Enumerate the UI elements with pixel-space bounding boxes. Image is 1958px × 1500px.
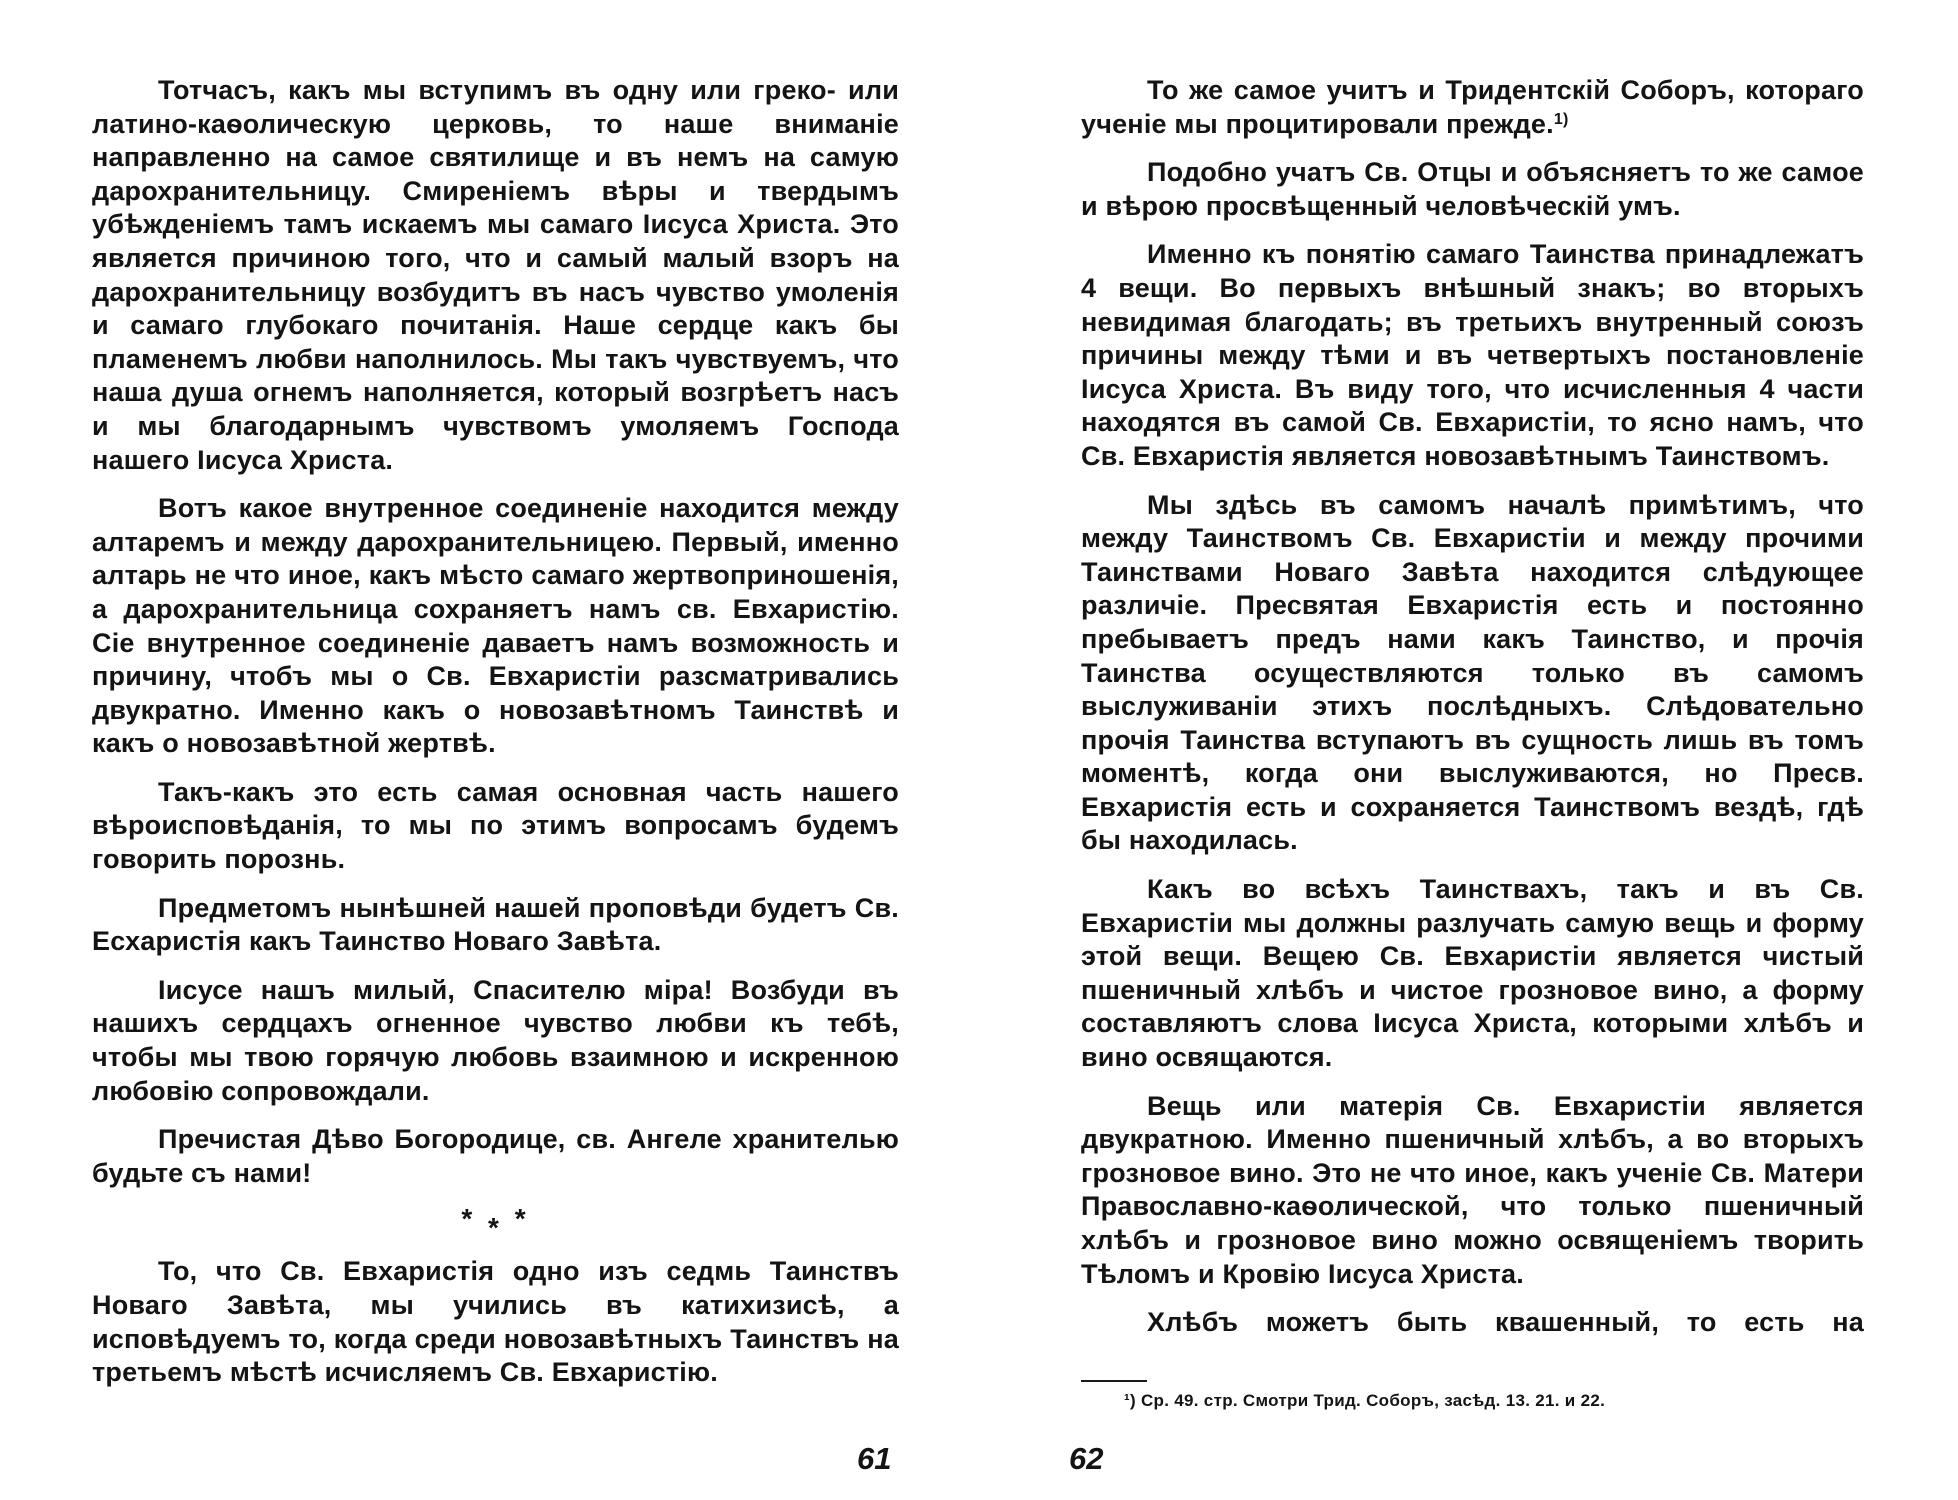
- paragraph: [1081, 74, 1864, 141]
- section-separator: [92, 1203, 899, 1244]
- right-page: [979, 0, 1958, 1500]
- paragraph: Вещь или матерія Св. Евхаристіи является двукратною. Именно пшеничный хлѣбъ, а во вторыхъ грозновое вино. Это не что иное, какъ ученіе Св. Матери Православно-каѳолической, что только пшеничный хлѣбъ и грозновое вино можно освященіемъ творить Тѣломъ и Кровію Іисуса Христа.: [1081, 1090, 1864, 1289]
- right-text-column: [1081, 74, 1864, 1340]
- paragraph: То, что Св. Евхаристія одно изъ седмь Таинствъ Новаго Завѣта, мы учились въ катихизисѣ, а исповѣдуемъ то, когда среди новозавѣтныхъ Таинствъ на третьемъ мѣстѣ исчисляемъ Св. Евхаристію.: [92, 1256, 899, 1388]
- left-text-column: [92, 74, 899, 1390]
- separator-star: *: [514, 1203, 530, 1235]
- footnote-marker: 1): [1553, 110, 1569, 128]
- paragraph: Тотчасъ, какъ мы вступимъ въ одну или греко- или латино-каѳолическую церковь, то наше вниманіе направленно на самое святилище и въ немъ на самую дарохранительницу. Смиреніемъ вѣры и твердымъ убѣжденіемъ тамъ искаемъ мы самаго Іисуса Христа. Это является причиною того, что и самый малый взоръ на дарохранительницу возбудитъ въ насъ чувство умоленія и самаго глубокаго почитанія. Наше сердце какъ бы пламенемъ любви наполнилось. Мы такъ чувствуемъ, что наша душа огнемъ наполняется, который возгрѣетъ насъ и мы благодарнымъ чувствомъ умоляемъ Господа нашего Іисуса Христа.: [92, 75, 899, 475]
- page-number: 61: [857, 1441, 892, 1476]
- paragraph: Предметомъ нынѣшней нашей проповѣди будетъ Св. Есхаристія какъ Таинство Новаго Завѣта.: [92, 892, 899, 957]
- paragraph: Вотъ какое внутренное соединеніе находится между алтаремъ и между дарохранительницею. Первый, именно алтарь не что иное, какъ мѣсто самаго жертвоприношенія, а дарохранительница сохраняетъ намъ св. Евхаристію. Сіе внутренное соединеніе даваетъ намъ возможность и причину, чтобъ мы о Св. Евхаристіи разсматривались двукратно. Именно какъ о новозавѣтномъ Таинствѣ и какъ о новозавѣтной жертвѣ.: [92, 493, 899, 759]
- separator-star: *: [488, 1212, 503, 1244]
- paragraph: Какъ во всѣхъ Таинствахъ, такъ и въ Св. Евхаристіи мы должны разлучать самую вещь и форму этой вещи. Вещею Св. Евхаристіи является чистый пшеничный хлѣбъ и чистое грозновое вино, а форму составляютъ слова Іисуса Христа, которыми хлѣбъ и вино освящаются.: [1081, 874, 1864, 1073]
- paragraph: Пречистая Дѣво Богородице, св. Ангеле хранителью будьте съ нами!: [92, 1124, 899, 1188]
- paragraph: Хлѣбъ можетъ быть квашенный, то есть на: [1147, 1307, 1864, 1338]
- page-number: 62: [1069, 1441, 1104, 1476]
- paragraph: Іисусе нашъ милый, Спасителю міра! Возбуди въ нашихъ сердцахъ огненное чувство любви къ тебѣ, чтобы мы твою горячую любовь взаимною и искренною любовію сопровождали.: [92, 974, 899, 1106]
- footnote-rule: [1081, 1380, 1147, 1382]
- paragraph: Такъ-какъ это есть самая основная часть нашего вѣроисповѣданія, то мы по этимъ вопросамъ будемъ говорить порознь.: [92, 776, 899, 875]
- separator-star: *: [461, 1203, 477, 1235]
- footnote: ¹) Ср. 49. стр. Смотри Трид. Соборъ, засѣд. 13. 21. и 22.: [1124, 1391, 1606, 1410]
- paragraph: Именно къ понятію самаго Таинства принадлежатъ 4 вещи. Во первыхъ внѣшный знакъ; во вторыхъ невидимая благодать; въ третьихъ внутренный союзъ причины между тѣми и въ четвертыхъ постановленіе Іисуса Христа. Въ виду того, что исчисленныя 4 части находятся въ самой Св. Евхаристіи, то ясно намъ, что Св. Евхаристія является новозавѣтнымъ Таинствомъ.: [1081, 239, 1864, 471]
- paragraph-text: То же самое учитъ и Тридентскій Соборъ, котораго ученіе мы процитировали прежде.: [1081, 75, 1864, 139]
- paragraph: Подобно учатъ Св. Отцы и объясняетъ то же самое и вѣрою просвѣщенный человѣческій умъ.: [1081, 157, 1864, 221]
- paragraph: Мы здѣсь въ самомъ началѣ примѣтимъ, что между Таинствомъ Св. Евхаристіи и между прочими Таинствами Новаго Завѣта находится слѣдующее различіе. Пресвятая Евхаристія есть и постоянно пребываетъ предъ нами какъ Таинство, и прочія Таинства осуществляются только въ самомъ выслуживаніи этихъ послѣдныхъ. Слѣдовательно прочія Таинства вступаютъ въ сущность лишь въ томъ моментѣ, когда они выслуживаются, но Пресв. Евхаристія есть и сохраняется Таинствомъ вездѣ, гдѣ бы находилась.: [1081, 489, 1864, 856]
